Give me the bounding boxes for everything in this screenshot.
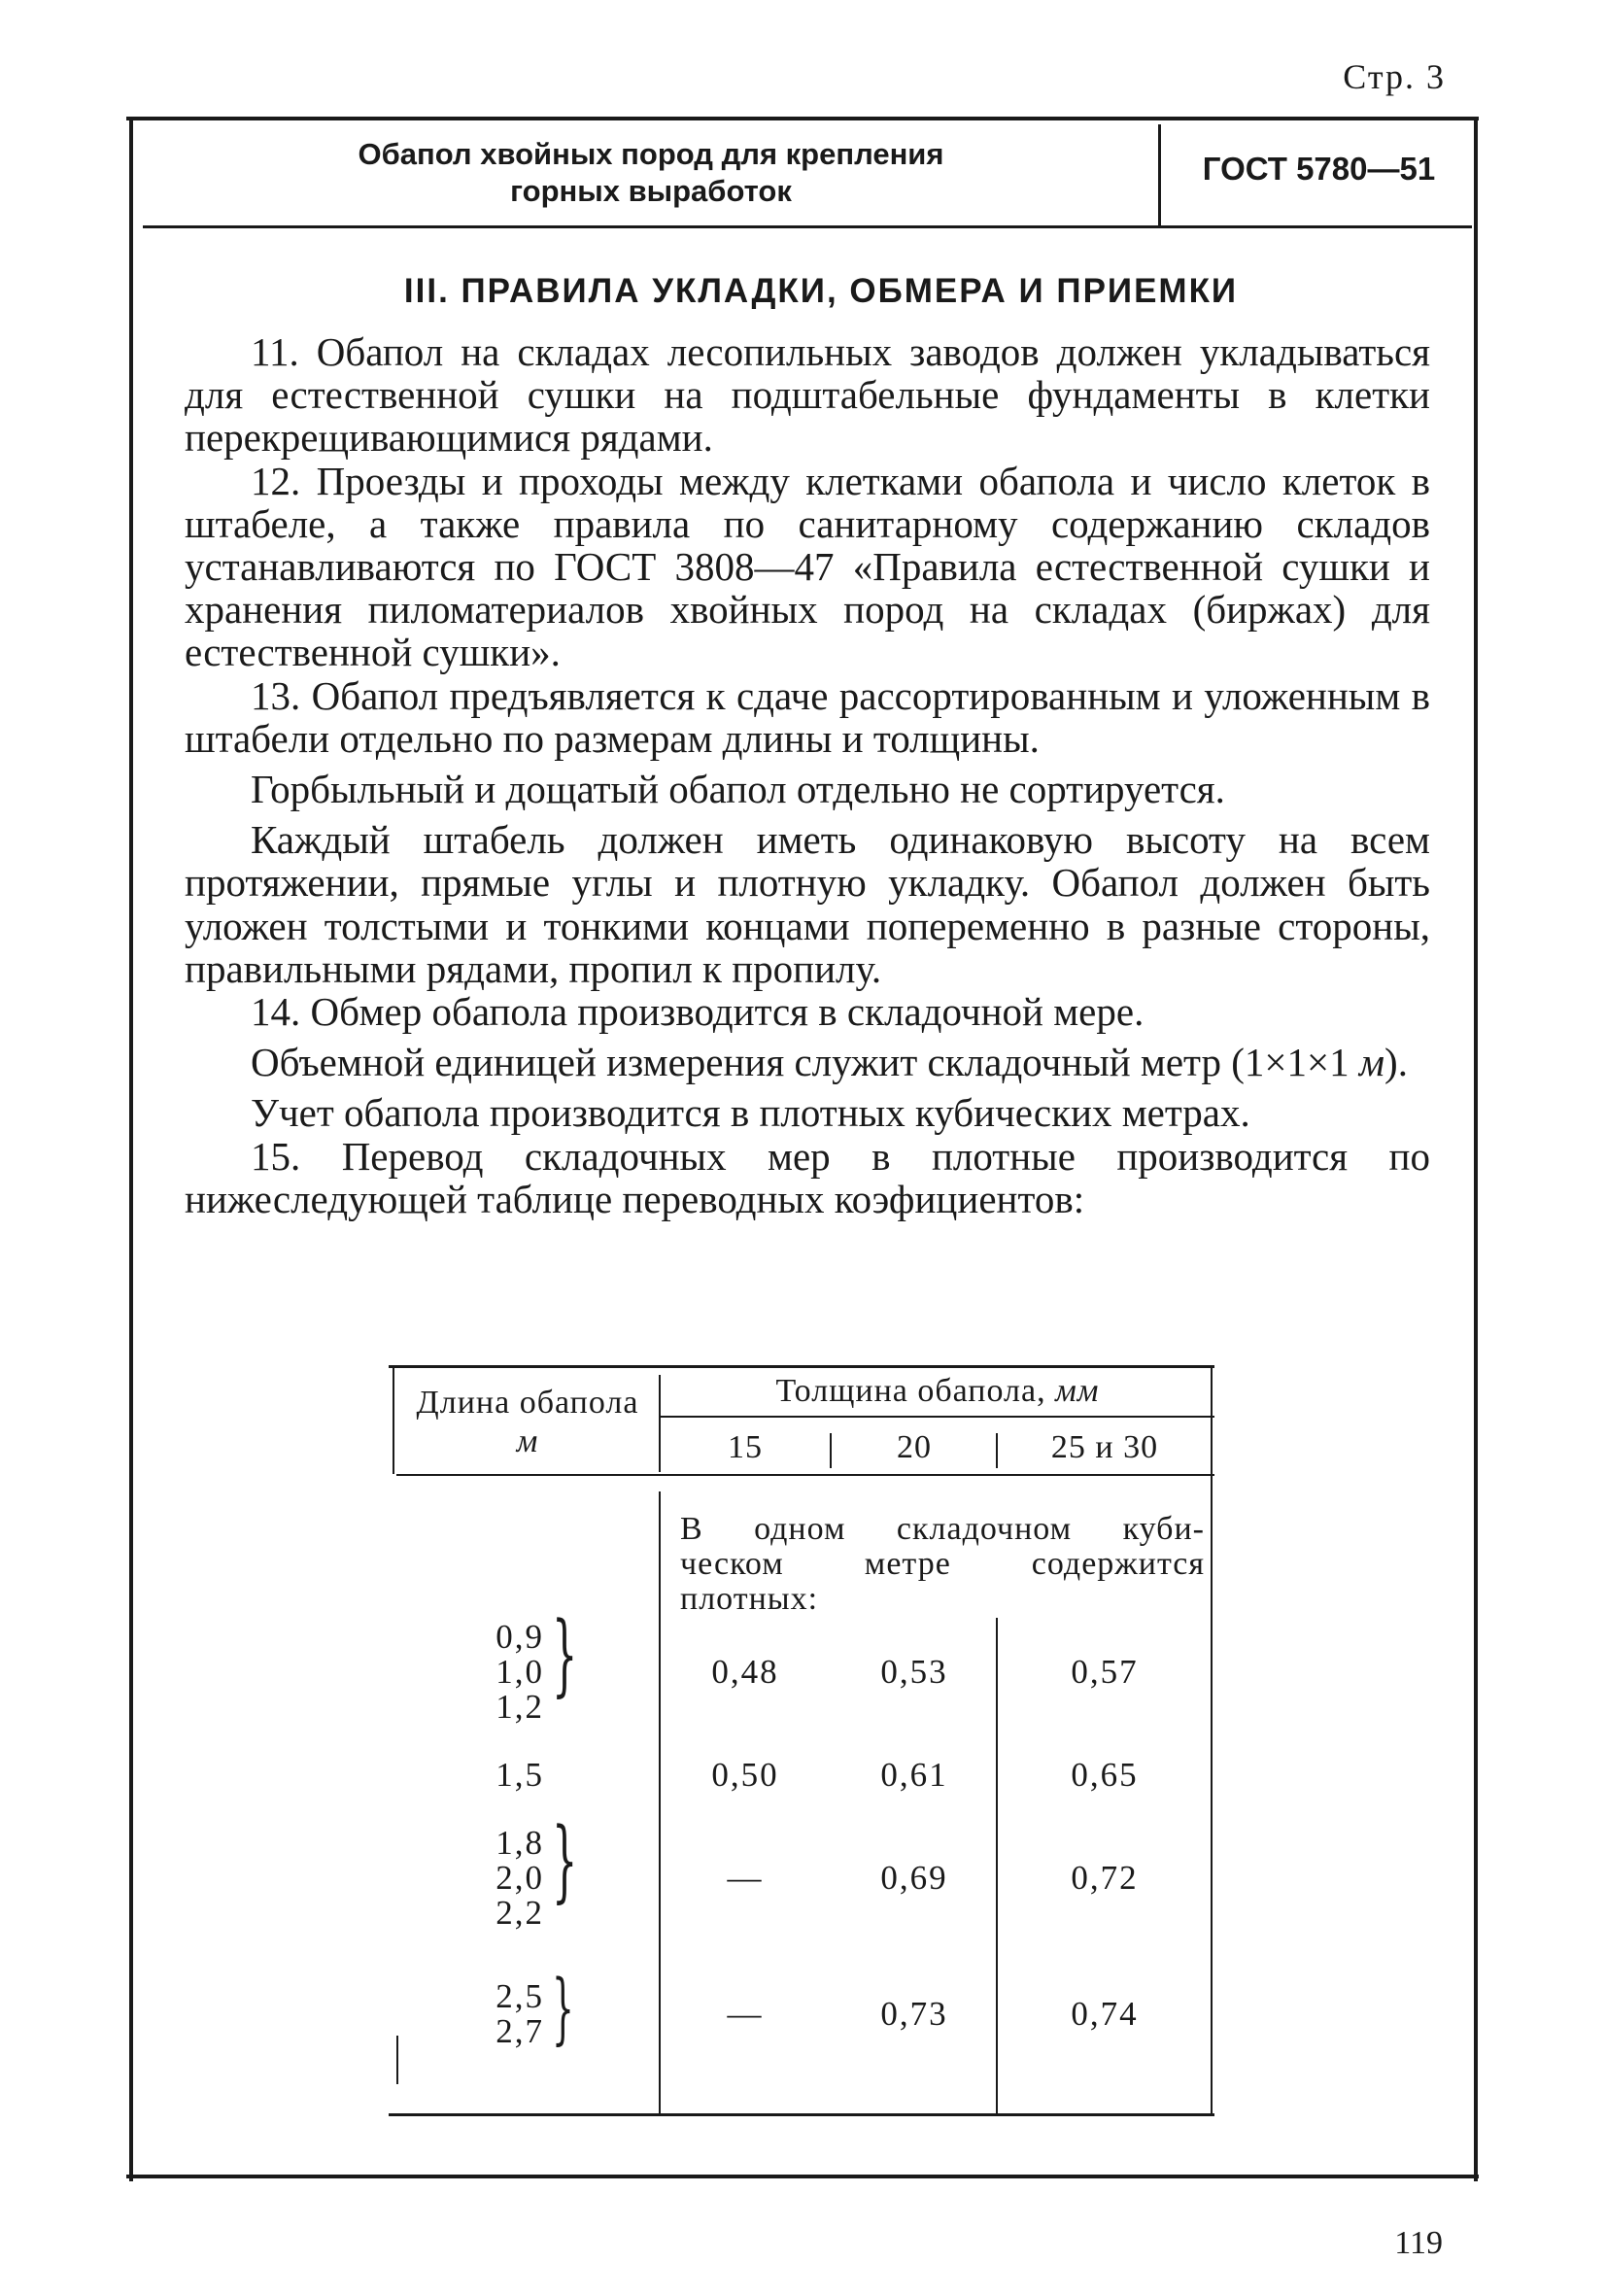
value-cell: 0,50 <box>711 1756 779 1794</box>
table-note-line-1: В одном складочном куби- <box>680 1511 1205 1547</box>
col-thickness-15: 15 <box>728 1429 763 1465</box>
length-cell: 1,8 <box>495 1824 544 1862</box>
body-text <box>185 330 1430 1220</box>
thickness-label: Толщина обапола, <box>775 1373 1056 1409</box>
conversion-table <box>389 1365 1214 2142</box>
page-label: Стр. 3 <box>1343 57 1446 96</box>
value-cell: 0,69 <box>880 1859 948 1897</box>
paragraph-15: 15. Перевод складочных мер в плотные производится по нижеследующей таблице переводных коэфициентов: <box>185 1133 1430 1221</box>
col-thickness-20: 20 <box>897 1429 932 1465</box>
document-title <box>155 136 1146 210</box>
length-cell: 1,2 <box>495 1688 544 1726</box>
standard-code: ГОСТ 5780—51 <box>1202 151 1436 187</box>
frame-left-rule <box>129 117 133 2181</box>
value-cell: 0,65 <box>1071 1756 1139 1794</box>
group-header-rule <box>661 1416 1214 1418</box>
length-cell: 2,7 <box>495 2012 544 2050</box>
header-bottom-rule <box>396 1474 1214 1476</box>
paragraph-12: 12. Проезды и проходы между клетками обапола и число клеток в штабеле, а также правила по санитарному содержанию складов устанавливаются по ГОСТ 3808—47 «Правила естественной сушки и хранения пиломатериалов хвойных пород на складах (биржах) для естественной сушки». <box>185 458 1430 675</box>
value-cell: 0,74 <box>1071 1995 1139 2033</box>
header-rule <box>143 225 1472 228</box>
value-cell: — <box>727 1995 764 2033</box>
paragraph-14c: Учет обапола производится в плотных кубических метрах. <box>251 1090 1250 1136</box>
title-line-2: горных выработок <box>510 174 792 208</box>
brace-icon: } <box>552 1963 574 2053</box>
value-cell: 0,53 <box>880 1653 948 1691</box>
length-cell: 2,5 <box>495 1977 544 2015</box>
paragraph-14b-text: Объемной единицей измерения служит складочный метр (1×1×1 <box>251 1040 1359 1085</box>
col-thickness-25-30: 25 и 30 <box>1050 1429 1159 1465</box>
paragraph-13c: Каждый штабель должен иметь одинаковую высоту на всем протяжении, прямые углы и плотную укладку. Обапол должен быть уложен толстыми и тонкими концами попеременно в разные стороны, правильными рядами, пропил к пропилу. <box>185 817 1430 991</box>
col-length-header: Длина обапола <box>416 1385 639 1421</box>
paragraph-13: 13. Обапол предъявляется к сдаче рассортированным и уложенным в штабели отдельно по размерам длины и толщины. <box>185 672 1430 761</box>
frame-top-rule <box>126 117 1479 120</box>
length-cell: 1,5 <box>495 1756 544 1794</box>
paragraph-13b: Горбыльный и дощатый обапол отдельно не сортируется. <box>251 767 1225 812</box>
paragraph-11: 11. Обапол на складах лесопильных заводов должен укладываться для естественной сушки на подштабельные фундаменты в клетки перекрещивающимися рядами. <box>185 329 1430 461</box>
title-line-1: Обапол хвойных пород для крепления <box>358 137 944 171</box>
frame-right-rule <box>1474 117 1478 2181</box>
header-separator <box>1158 124 1161 225</box>
value-cell: 0,48 <box>711 1653 779 1691</box>
value-cell: 0,72 <box>1071 1859 1139 1897</box>
frame-bottom-rule <box>126 2175 1479 2178</box>
length-cell: 2,0 <box>495 1859 544 1897</box>
unit-m: м <box>1358 1040 1385 1085</box>
thickness-unit: мм <box>1055 1373 1100 1409</box>
table-bottom-rule <box>389 2113 1214 2116</box>
value-cell: 0,57 <box>1071 1653 1139 1691</box>
body-left-tick <box>396 2036 398 2084</box>
table-top-rule <box>389 1365 1214 1368</box>
value-cell: 0,73 <box>880 1995 948 2033</box>
paragraph-14: 14. Обмер обапола производится в складочной мере. <box>251 989 1145 1035</box>
table-note-line-3: плотных: <box>680 1581 819 1617</box>
length-cell: 1,0 <box>495 1653 544 1691</box>
thickness-group-header <box>661 1373 1214 1410</box>
brace-icon: } <box>552 1602 578 1706</box>
paragraph-14b-end: ). <box>1384 1040 1408 1085</box>
col-length-unit: м <box>516 1423 539 1459</box>
value-cell: 0,61 <box>880 1756 948 1794</box>
section-heading: III. ПРАВИЛА УКЛАДКИ, ОБМЕРА И ПРИЕМКИ <box>403 272 1239 310</box>
length-cell: 2,2 <box>495 1894 544 1932</box>
brace-icon: } <box>552 1808 578 1912</box>
table-left-border <box>393 1365 394 1474</box>
length-cell: 0,9 <box>495 1618 544 1656</box>
value-cell: — <box>727 1859 764 1897</box>
paragraph-14b <box>185 1041 1430 1083</box>
page-number: 119 <box>1394 2225 1443 2261</box>
table-note-line-2: ческом метре содержится <box>680 1546 1205 1582</box>
